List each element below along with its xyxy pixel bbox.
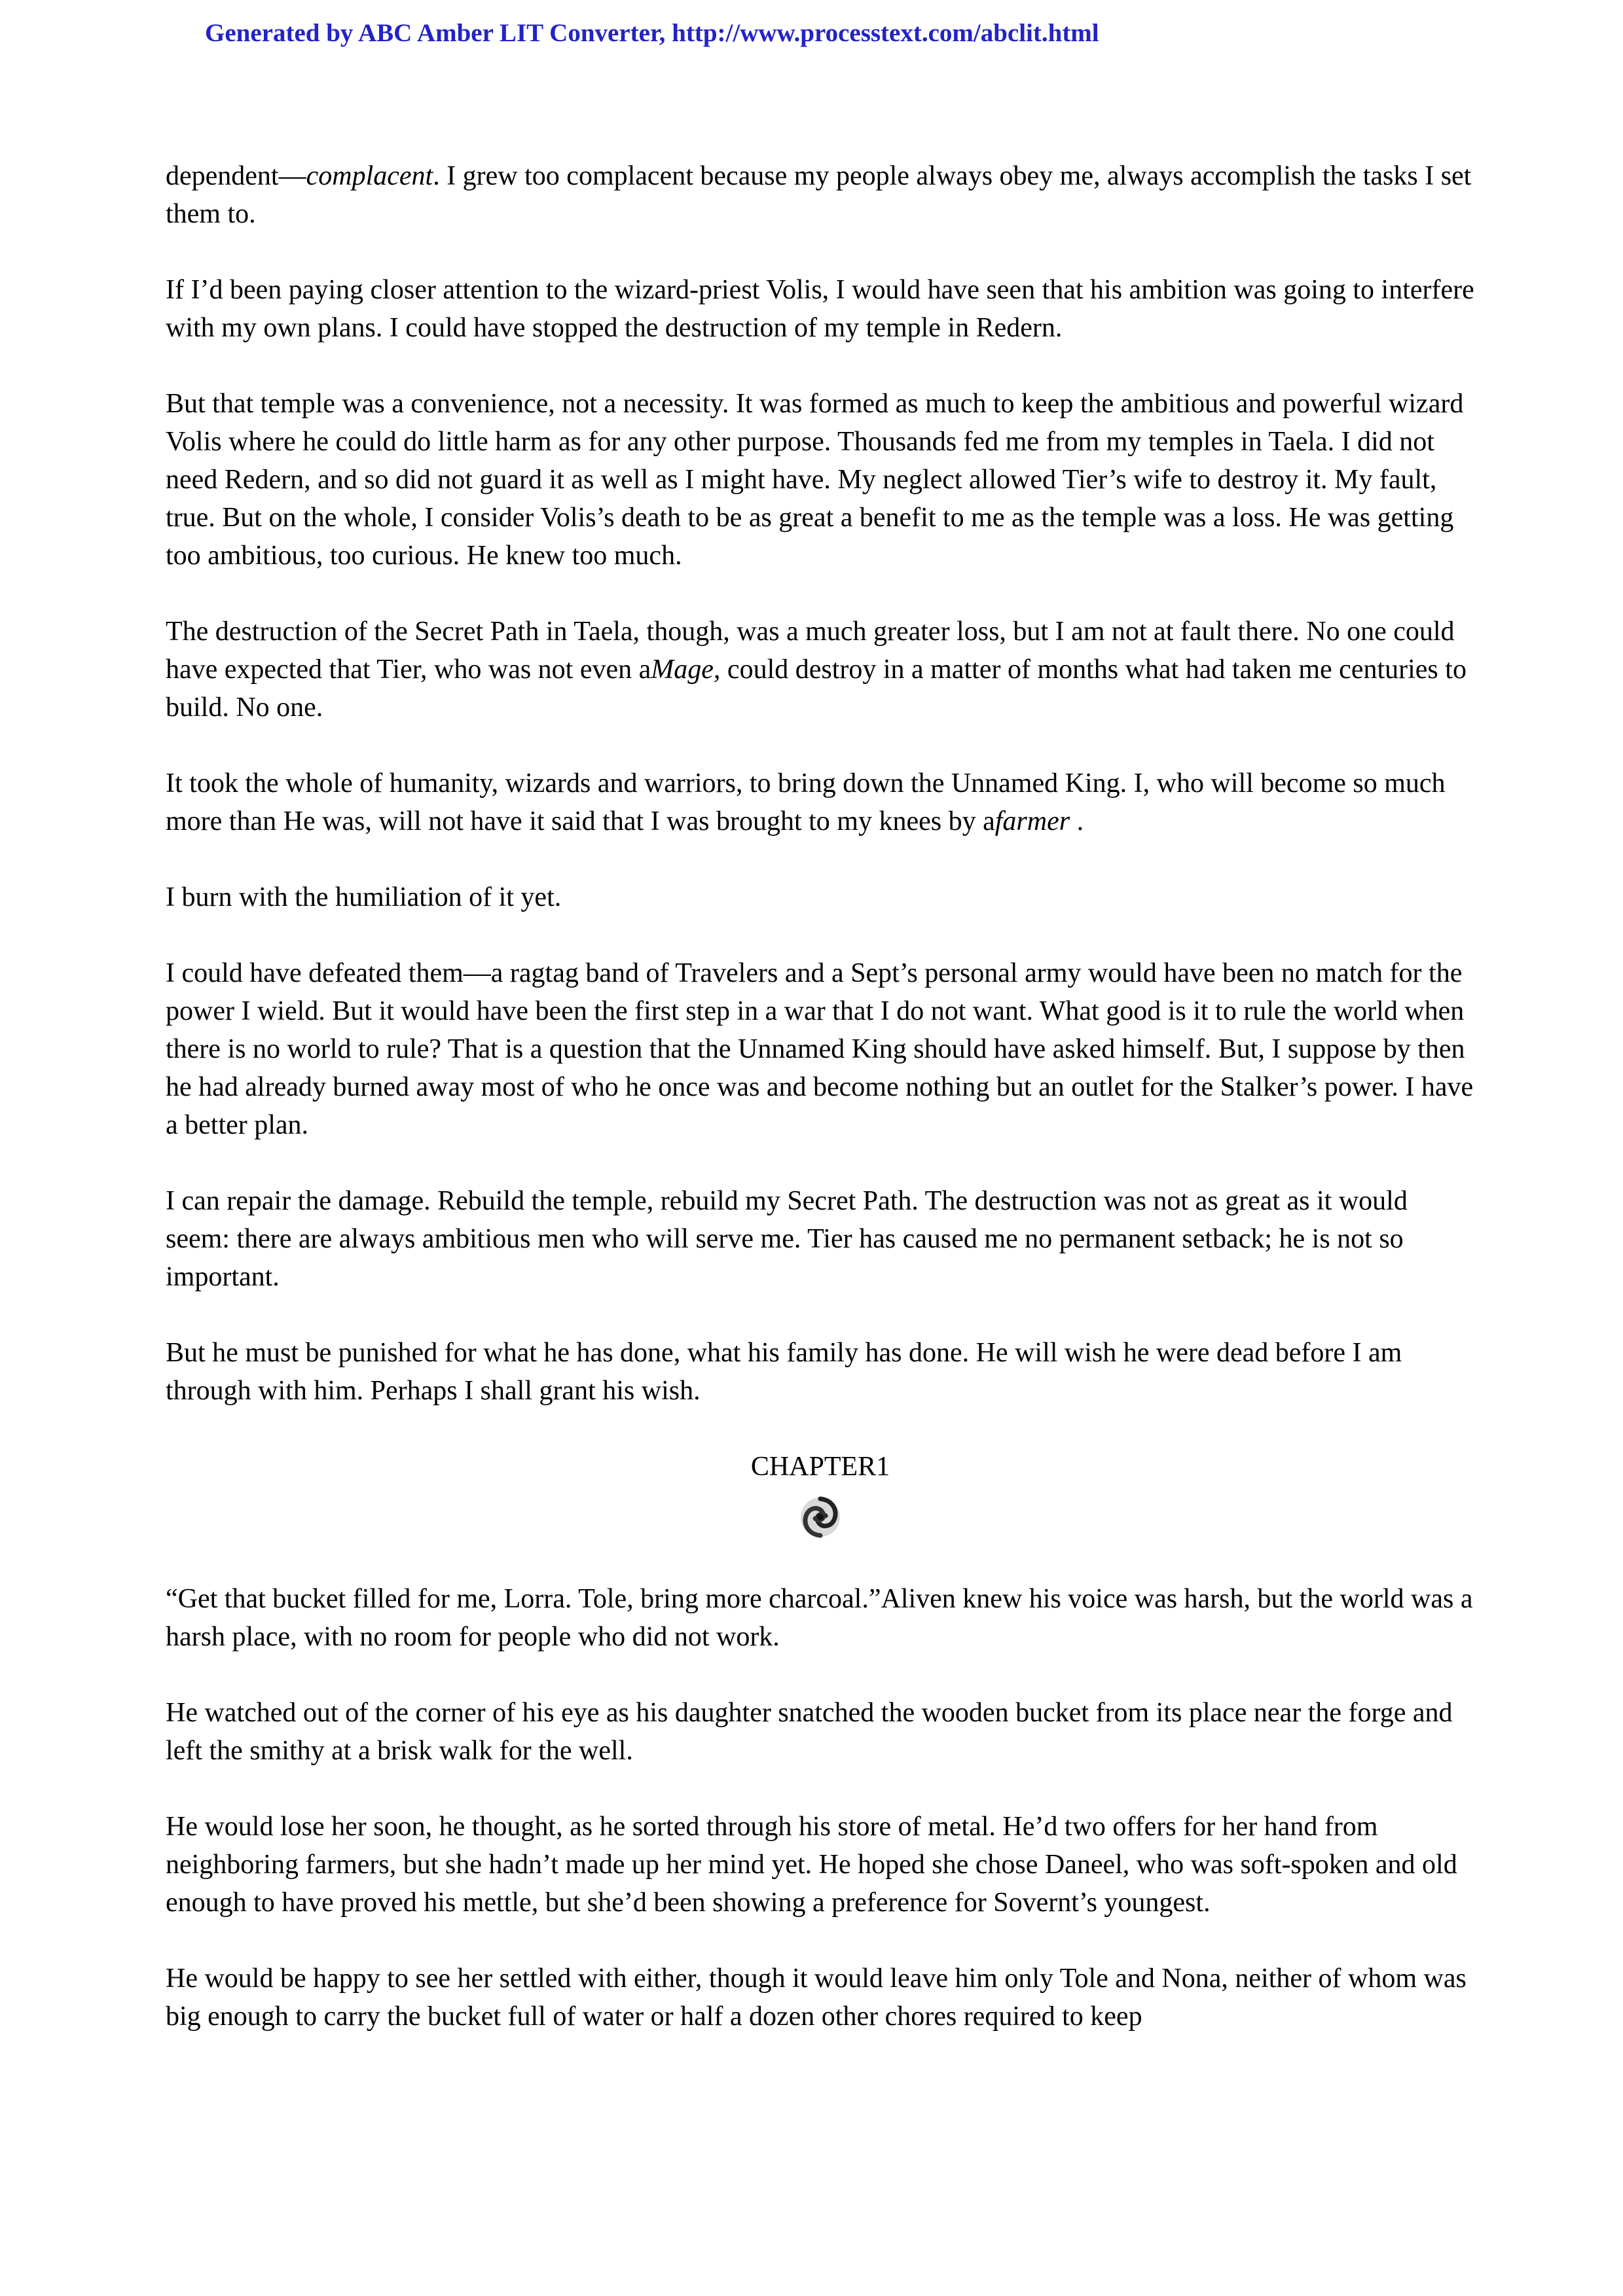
paragraph (166, 764, 1475, 840)
paragraph: If I’d been paying closer attention to the wizard-priest Volis, I would have seen that his ambition was going to interfere with my own plans. I could have stopped the destruction of my temple in Redern. (166, 275, 1474, 343)
paragraph (166, 613, 1475, 726)
paragraph: “Get that bucket filled for me, Lorra. Tole, bring more charcoal.”Aliven knew his voice was harsh, but the world was a harsh place, with no room for people who did not work. (166, 1584, 1473, 1652)
swirl-ornament-icon (795, 1492, 845, 1542)
paragraph: But he must be punished for what he has done, what his family has done. He will wish he were dead before I am through with him. Perhaps I shall grant his wish. (166, 1338, 1402, 1406)
paragraph: He would lose her soon, he thought, as he sorted through his store of metal. He’d two offers for her hand from neighboring farmers, but she hadn’t made up her mind yet. He hoped she chose Daneel, who was soft-spoken and old enough to have proved his mettle, but she’d been showing a preference for Sovernt’s youngest. (166, 1812, 1457, 1918)
paragraph: I can repair the damage. Rebuild the temple, rebuild my Secret Path. The destruction was not as great as it would seem: there are always ambitious men who will serve me. Tier has caused me no permanent setback; he is not so important. (166, 1186, 1408, 1292)
document-body (166, 157, 1475, 2073)
paragraph: I could have defeated them—a ragtag band of Travelers and a Sept’s personal army would have been no match for the power I wield. But it would have been the first step in a war that I do not want. What good is it to rule the world when there is no world to rule? That is a question that the Unnamed King should have asked himself. But, I suppose by then he had already burned away most of who he once was and become nothing but an outlet for the Stalker’s power. I have a better plan. (166, 958, 1474, 1140)
emphasis-text: Mage, (651, 655, 721, 685)
paragraph: I burn with the humiliation of it yet. (166, 882, 562, 912)
paragraph-text: The destruction of the Secret Path in Taela, though, was a much greater loss, but I am not at fault there. No one could have expected that Tier, who was not even a (166, 617, 1455, 685)
paragraph: He watched out of the corner of his eye as his daughter snatched the wooden bucket from its place near the forge and left the smithy at a brisk walk for the well. (166, 1698, 1453, 1766)
converter-header: Generated by ABC Amber LIT Converter, http://www.processtext.com/abclit.html (205, 19, 1099, 47)
paragraph-text: dependent— (166, 161, 306, 191)
paragraph-text: . I grew too complacent because my people always obey me, always accomplish the tasks I set them to. (166, 161, 1472, 229)
paragraph-text: . (1070, 806, 1084, 836)
paragraph-text: could destroy in a matter of months what had taken me centuries to build. No one. (166, 655, 1467, 723)
chapter-heading: CHAPTER1 (750, 1452, 890, 1482)
paragraph-text: It took the whole of humanity, wizards and warriors, to bring down the Unnamed King. I, who will become so much more than He was, will not have it said that I was brought to my knees by a (166, 768, 1446, 836)
emphasis-text: complacent (306, 161, 433, 191)
paragraph: He would be happy to see her settled with either, though it would leave him only Tole and Nona, neither of whom was big enough to carry the bucket full of water or half a dozen other chores required to keep (166, 1964, 1467, 2032)
paragraph (166, 157, 1475, 233)
emphasis-text: farmer (994, 806, 1070, 836)
paragraph: But that temple was a convenience, not a necessity. It was formed as much to keep the ambitious and powerful wizard Volis where he could do little harm as for any other purpose. Thousands fed me from my temples in Taela. I did not need Redern, and so did not guard it as well as I might have. My neglect allowed Tier’s wife to destroy it. My fault, true. But on the whole, I consider Volis’s death to be as great a benefit to me as the temple was a loss. He was getting too ambitious, too curious. He knew too much. (166, 389, 1464, 571)
